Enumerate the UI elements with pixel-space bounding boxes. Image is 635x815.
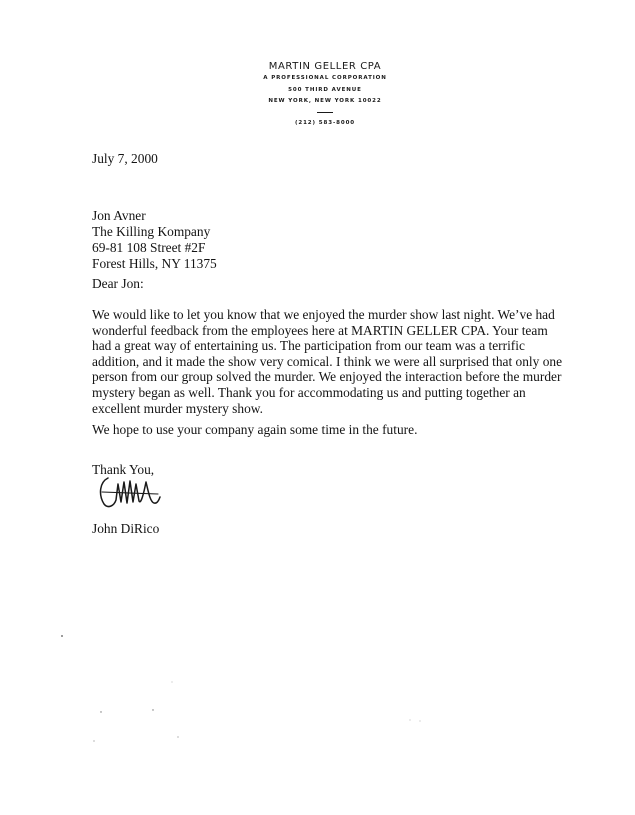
company-subtitle: A PROFESSIONAL CORPORATION — [263, 75, 387, 81]
body-line: had a great way of entertaining us. The participation from our team was a terrific — [92, 338, 525, 354]
closing: Thank You, — [92, 462, 155, 477]
body-paragraph-2: We hope to use your company again some time in the future. — [92, 422, 418, 437]
body-line: person from our group solved the murder. We enjoyed the interaction before the murder — [92, 369, 562, 385]
company-city: NEW YORK, NEW YORK 10022 — [268, 98, 382, 104]
salutation: Dear Jon: — [92, 276, 144, 291]
recipient-address — [92, 208, 217, 272]
company-street: 500 THIRD AVENUE — [288, 86, 362, 93]
recipient-name: Jon Avner — [92, 208, 146, 223]
letterhead — [200, 60, 450, 129]
letter-date: July 7, 2000 — [92, 151, 158, 166]
body-line: excellent murder mystery show. — [92, 400, 263, 416]
body-paragraph-1 — [92, 307, 563, 416]
letterhead-divider — [317, 112, 333, 113]
signer-name: John DiRico — [92, 521, 160, 536]
body-line: wonderful feedback from the employees here at MARTIN GELLER CPA. Your team — [92, 322, 548, 338]
recipient-city: Forest Hills, NY 11375 — [92, 256, 217, 271]
body-line: mystery began as well. Thank you for accommodating us and putting together an — [92, 384, 526, 400]
body-line: We would like to let you know that we enjoyed the murder show last night. We’ve had — [92, 307, 555, 322]
recipient-company: The Killing Kompany — [92, 224, 211, 239]
recipient-street: 69-81 108 Street #2F — [92, 240, 206, 255]
body-line: addition, and it made the show very comical. I think we were all surprised that only one — [92, 353, 563, 369]
company-name: MARTIN GELLER CPA — [268, 61, 382, 72]
handwritten-signature — [96, 472, 162, 512]
company-phone: (212) 583-8000 — [294, 119, 356, 126]
